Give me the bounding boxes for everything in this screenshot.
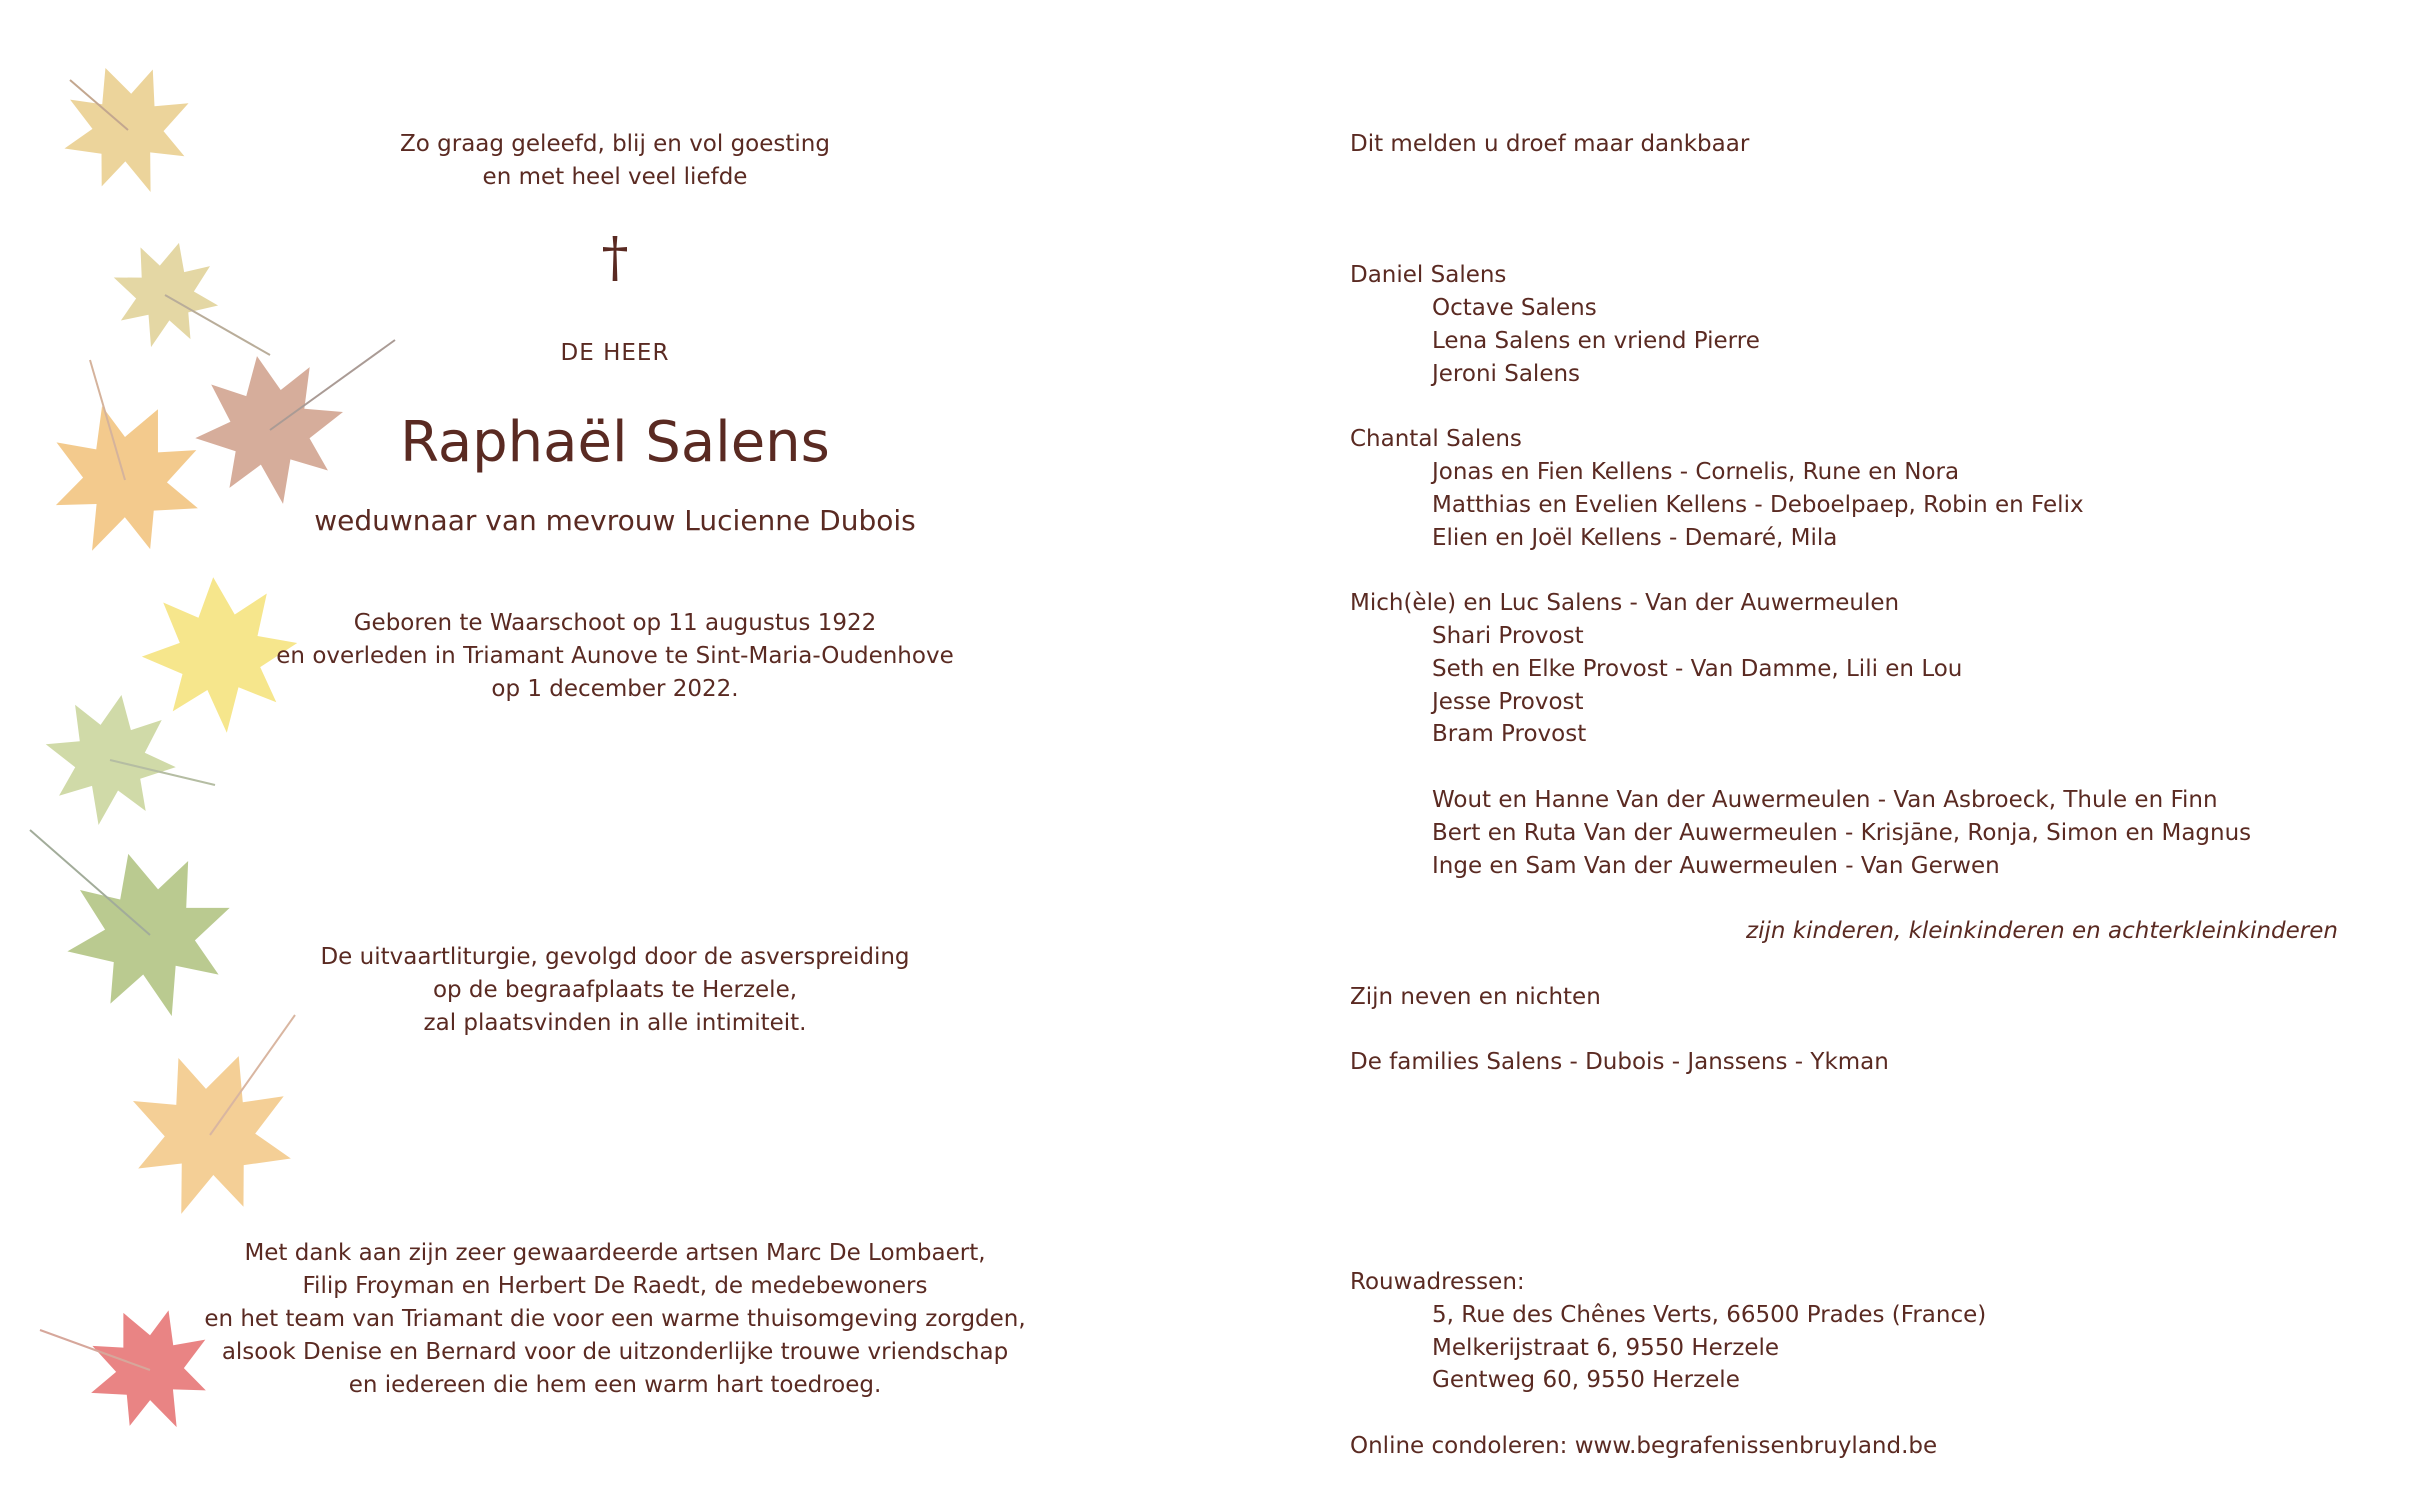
online-condolence: Online condoleren: www.begrafenissenbruyland.be xyxy=(1350,1432,1938,1459)
intro-line: en met heel veel liefde xyxy=(482,164,748,190)
family-member: Octave Salens xyxy=(1432,294,1597,321)
family-member: Seth en Elke Provost - Van Damme, Lili en Lou xyxy=(1432,655,1963,682)
family-head: Daniel Salens xyxy=(1350,262,1507,289)
family-member: Matthias en Evelien Kellens - Deboelpaep, Robin en Felix xyxy=(1432,491,2084,518)
families-line: De families Salens - Dubois - Janssens - Ykman xyxy=(1350,1049,1889,1076)
intro-lines xyxy=(200,128,1030,194)
address-line: Melkerijstraat 6, 9550 Herzele xyxy=(1432,1334,1780,1361)
leaf-icon xyxy=(43,45,212,214)
family-member: Wout en Hanne Van der Auwermeulen - Van Asbroeck, Thule en Finn xyxy=(1432,786,2218,813)
family-member: Bram Provost xyxy=(1432,721,1587,748)
address-line: 5, Rue des Chênes Verts, 66500 Prades (France) xyxy=(1432,1301,1987,1328)
widower-line: weduwnaar van mevrouw Lucienne Dubois xyxy=(314,504,916,537)
addresses-block xyxy=(1350,1266,2350,1463)
thanks-line: en iedereen die hem een warm hart toedroeg. xyxy=(348,1372,882,1398)
ceremony-line: op de begraafplaats te Herzele, xyxy=(432,977,798,1003)
family-head: Mich(èle) en Luc Salens - Van der Auwermeulen xyxy=(1350,590,1900,617)
family-list xyxy=(1350,128,2350,1079)
dates-line: en overleden in Triamant Aunove te Sint-Maria-Oudenhove xyxy=(276,643,954,669)
address-label: Rouwadressen: xyxy=(1350,1269,1525,1295)
family-member: Shari Provost xyxy=(1432,622,1584,649)
dates-block xyxy=(200,607,1030,706)
family-member: Jeroni Salens xyxy=(1432,360,1581,387)
family-member: Jesse Provost xyxy=(1432,688,1584,715)
dates-line: op 1 december 2022. xyxy=(491,676,739,702)
intro-line: Zo graag geleefd, blij en vol goesting xyxy=(400,131,830,157)
cross-icon: † xyxy=(601,226,629,289)
nephews-line: Zijn neven en nichten xyxy=(1350,983,1601,1010)
ceremony-line: De uitvaartliturgie, gevolgd door de asverspreiding xyxy=(320,944,910,970)
family-head: Chantal Salens xyxy=(1350,426,1522,453)
relation-caption: zijn kinderen, kleinkinderen en achterkleinkinderen xyxy=(1746,918,2338,945)
thanks-line: en het team van Triamant die voor een warme thuisomgeving zorgden, xyxy=(204,1306,1026,1332)
ceremony-block xyxy=(200,941,1030,1040)
family-member: Jonas en Fien Kellens - Cornelis, Rune en Nora xyxy=(1432,458,1960,485)
family-member: Elien en Joël Kellens - Demaré, Mila xyxy=(1432,524,1838,551)
family-member: Bert en Ruta Van der Auwermeulen - Krisjāne, Ronja, Simon en Magnus xyxy=(1432,819,2252,846)
announcement: Dit melden u droef maar dankbaar xyxy=(1350,131,1750,157)
ceremony-line: zal plaatsvinden in alle intimiteit. xyxy=(423,1010,807,1036)
thanks-block xyxy=(200,1237,1030,1402)
thanks-line: alsook Denise en Bernard voor de uitzonderlijke trouwe vriendschap xyxy=(221,1339,1009,1365)
family-member: Lena Salens en vriend Pierre xyxy=(1432,327,1760,354)
family-member: Inge en Sam Van der Auwermeulen - Van Gerwen xyxy=(1432,852,2000,879)
thanks-line: Filip Froyman en Herbert De Raedt, de medebewoners xyxy=(302,1273,928,1299)
dates-line: Geboren te Waarschoot op 11 augustus 1922 xyxy=(353,610,877,636)
leaf-icon xyxy=(34,684,215,837)
address-line: Gentweg 60, 9550 Herzele xyxy=(1432,1367,1740,1394)
leaf-icon xyxy=(102,1015,317,1243)
title: DE HEER xyxy=(560,340,670,366)
leaf-icon xyxy=(21,360,228,584)
deceased-name: Raphaël Salens xyxy=(400,410,830,475)
thanks-line: Met dank aan zijn zeer gewaardeerde artsen Marc De Lombaert, xyxy=(244,1240,986,1266)
